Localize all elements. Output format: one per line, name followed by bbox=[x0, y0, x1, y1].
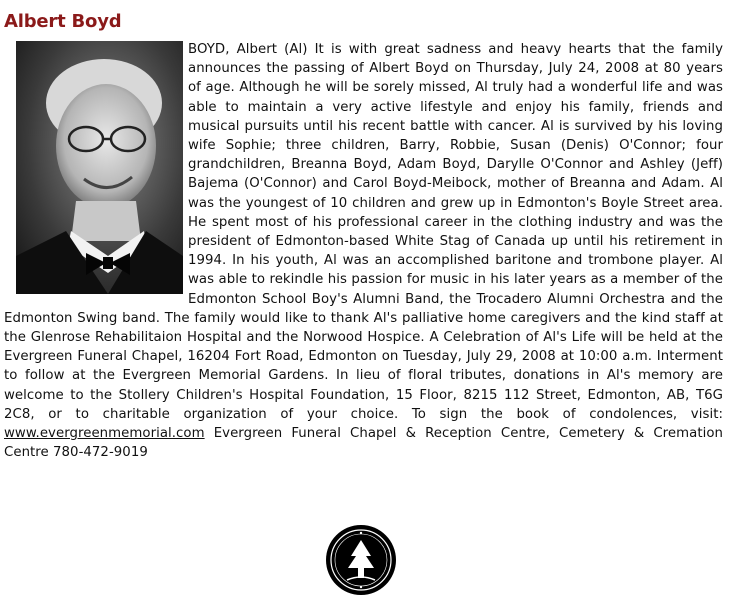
obituary-text-end: Evergreen Funeral Chapel & Reception Centre, Cemetery & Cremation Centre 780-472-9019 bbox=[4, 426, 723, 461]
funeral-home-seal-icon bbox=[325, 524, 397, 596]
photo-spacer bbox=[4, 40, 188, 294]
obituary-body bbox=[4, 40, 723, 462]
obituary-title: Albert Boyd bbox=[4, 11, 122, 32]
obituary-text: BOYD, Albert (Al) It is with great sadness and heavy hearts that the family announces the passing of Albert Boyd on Thursday, July 24, 2008 at 80 years of age. Although he will be sorely missed, Al truly had a wonderful life and was able to maintain a very active lifestyle and enjoy his family, friends and musical pursuits until his recent battle with cancer. Al is survived by his loving wife Sophie; three children, Barry, Robbie, Susan (Denis) O'Connor; four grandchildren, Breanna Boyd, Adam Boyd, Darylle O'Connor and Ashley (Jeff) Bajema (O'Connor) and Carol Boyd-Meibock, mother of Breanna and Adam. Al was the youngest of 10 children and grew up in Edmonton's Boyle Street area. He spent most of his professional career in the clothing industry and was the president of Edmonton-based White Stag of Canada up until his retirement in 1994. In his youth, Al was an accomplished baritone and trombone player. Al was able to rekindle his passion for music in his later years as a member of the Edmonton School Boy's Alumni Band, the Trocadero Alumni Orchestra and the Edmonton Swing band. The family would like to thank Al's palliative home caregivers and the kind staff at the Glenrose Rehabilitaion Hospital and the Norwood Hospice. A Celebration of Al's Life will be held at the Evergreen Funeral Chapel, 16204 Fort Road, Edmonton on Tuesday, July 29, 2008 at 10:00 a.m. Interment to follow at the Evergreen Memorial Gardens. In lieu of floral tributes, donations in Al's memory are welcome to the Stollery Children's Hospital Foundation, 15 Floor, 8215 112 Street, Edmonton, AB, T6G 2C8, or to charitable organization of your choice. To sign the book of condolences, visit: bbox=[4, 42, 723, 422]
website-link[interactable]: www.evergreenmemorial.com bbox=[4, 426, 205, 442]
